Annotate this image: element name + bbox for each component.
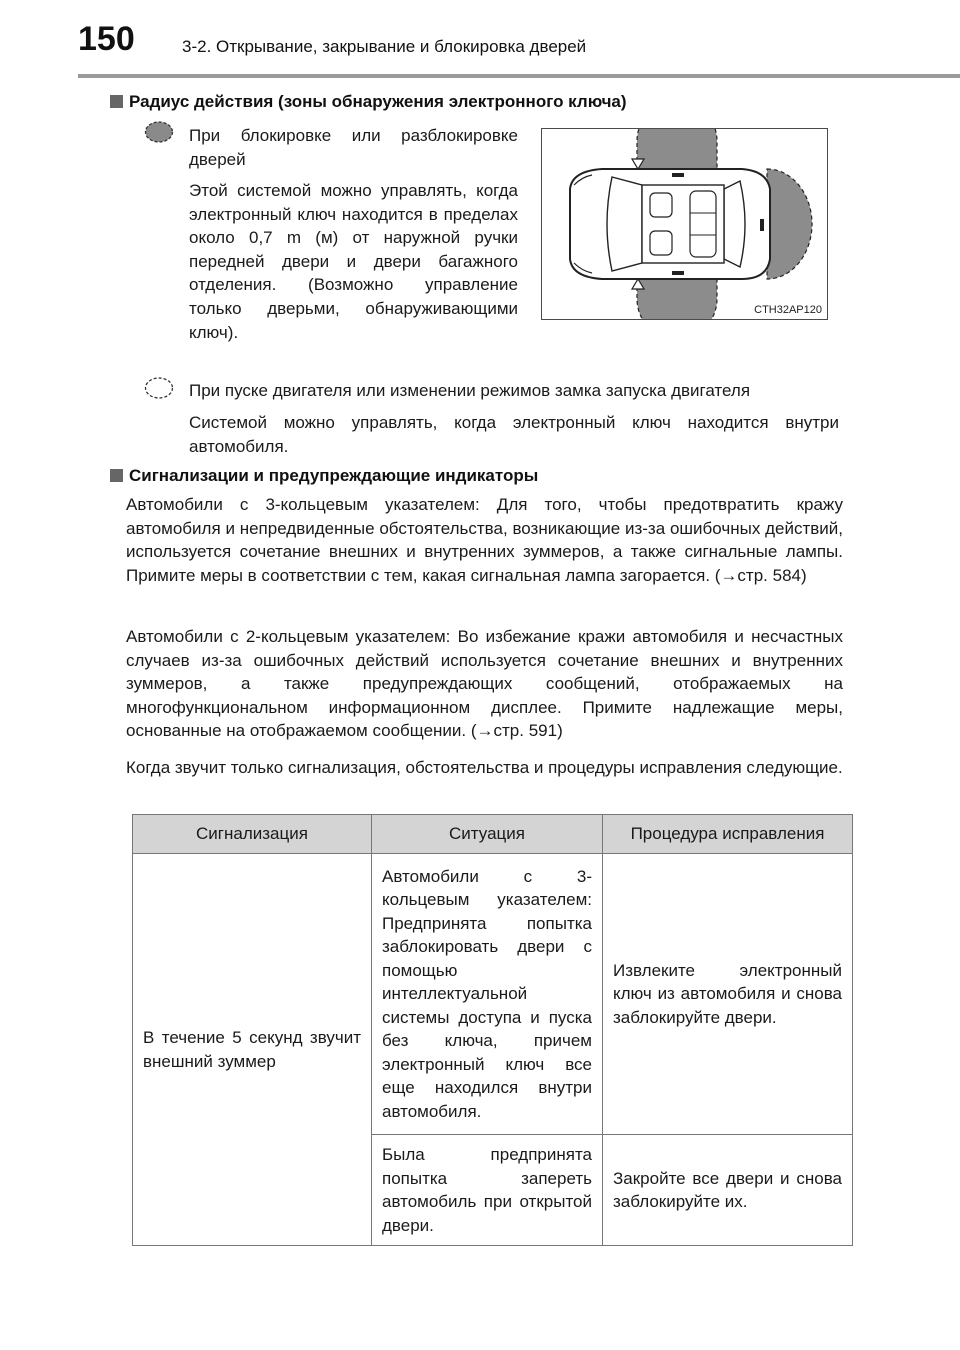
seat-front-left (650, 231, 672, 255)
light-zone-icon (144, 376, 174, 400)
paragraph-intro-table: Когда звучит только сигнализация, обстоятельства и процедуры исправления следующие. (126, 758, 843, 777)
header-rule (78, 74, 960, 78)
handle-right (672, 173, 684, 177)
section-title-text: Сигнализации и предупреждающие индикаторы (129, 466, 539, 485)
dark-zone-icon (144, 120, 174, 144)
column-header: Ситуация (372, 815, 603, 854)
section-title-alarms (110, 466, 538, 486)
column-header: Сигнализация (133, 815, 372, 854)
section-title-range (110, 92, 627, 112)
section-title-text: Радиус действия (зоны обнаружения электронного ключа) (129, 92, 627, 111)
page-header (0, 0, 960, 80)
page-number: 150 (78, 20, 135, 58)
paragraph-3-ring: Автомобили с 3-кольцевым указателем: Для того, чтобы предотвратить кражу автомобиля и непредвиденные обстоятельства, возникающие из-за ошибочных действий, используется сочетание внешних и внутренних зуммеров, а также сигнальные лампы. Примите меры в соответствии с тем, какая сигнальная лампа загорается. (→стр. 584) (126, 495, 843, 585)
figure-code: CTH32AP120 (754, 304, 822, 316)
zone-trunk (767, 169, 812, 279)
rear-bench (690, 191, 716, 257)
column-header: Процедура исправления (603, 815, 853, 854)
alarm-table (132, 814, 853, 1246)
section-square-icon (110, 95, 123, 108)
paragraph-2-ring: Автомобили с 2-кольцевым указателем: Во избежание кражи автомобиля и несчастных случаев из-за ошибочных действий используется сочетание внешних и внутренних зуммеров, а также предупреждающих сообщений, отображаемых на многофункциональном информационном дисплее. Примите надлежащие меры, основанные на отображаемом сообщении. (→стр. 591) (126, 627, 843, 741)
car-top-view-diagram (542, 129, 827, 319)
table-row (133, 854, 853, 1135)
item1-heading: При блокировке или разблокировке дверей (189, 126, 518, 169)
item1-text: Этой системой можно управлять, когда электронный ключ находится в пределах около 0,7 m (м) от наружной ручки передней двери и двери багажного отделения. (Возможно управление только дверьми, обнаруживающими ключ). (189, 181, 518, 342)
handle-trunk (760, 219, 764, 231)
item2-heading: При пуске двигателя или изменении режимов замка запуска двигателя (189, 381, 751, 400)
item2-text: Системой можно управлять, когда электронный ключ находится внутри автомобиля. (189, 413, 839, 456)
detection-zone-figure (541, 128, 828, 320)
alarm-cell: В течение 5 секунд звучит внешний зуммер (133, 854, 372, 1246)
chapter-title: 3-2. Открывание, закрывание и блокировка дверей (182, 37, 587, 56)
procedure-cell: Извлеките электронный ключ из автомобиля и снова заблокируйте двери. (603, 854, 853, 1135)
table-header-row (133, 815, 853, 854)
windshield (607, 177, 642, 271)
handle-left (672, 271, 684, 275)
seat-front-right (650, 193, 672, 217)
rear-window (724, 181, 745, 267)
situation-cell: Была предпринята попытка запереть автомобиль при открытой двери. (372, 1135, 603, 1246)
section-square-icon (110, 469, 123, 482)
situation-cell: Автомобили с 3-кольцевым указателем: Предпринята попытка заблокировать двери с помощью интеллектуальной системы доступа и пуска без ключа, причем электронный ключ все еще находился внутри автомобиля. (372, 854, 603, 1135)
procedure-cell: Закройте все двери и снова заблокируйте их. (603, 1135, 853, 1246)
